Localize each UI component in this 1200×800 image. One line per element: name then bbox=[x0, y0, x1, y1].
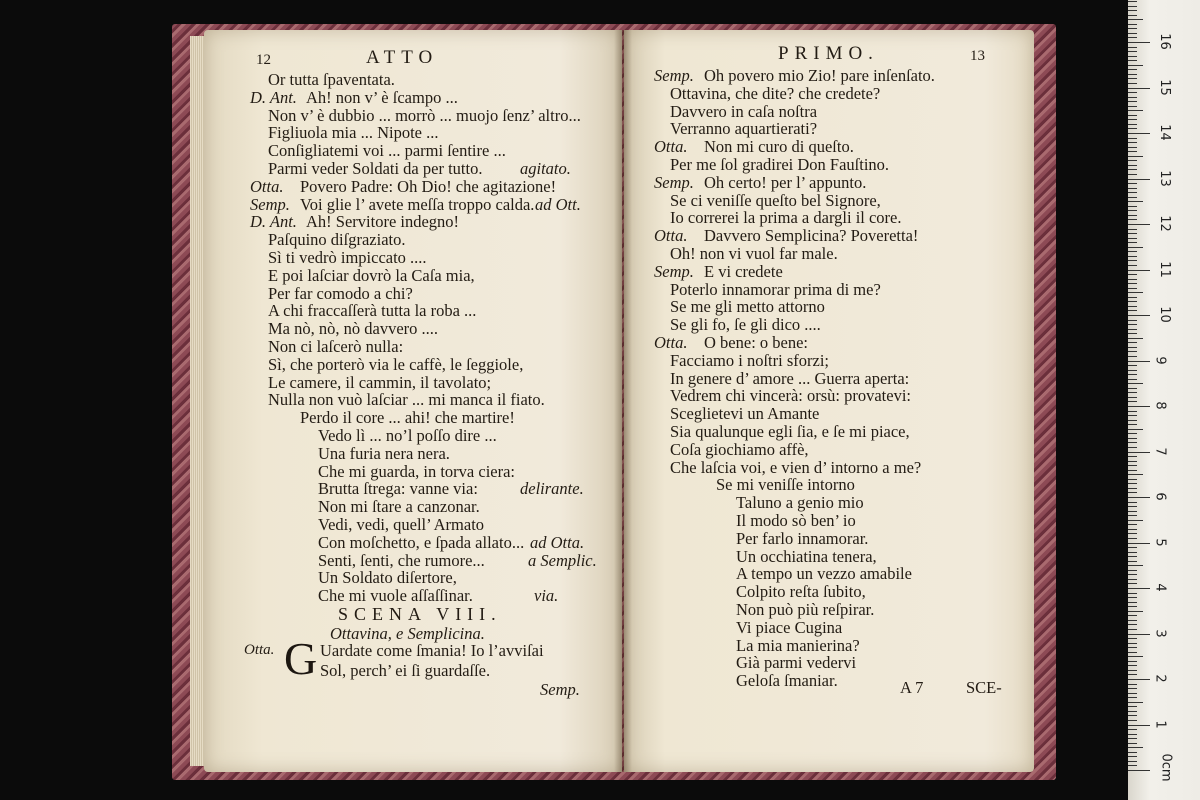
ruler-tick bbox=[1128, 74, 1137, 75]
ruler-tick bbox=[1128, 515, 1137, 516]
ruler-tick bbox=[1128, 506, 1137, 507]
verse-line: Se gli fo, ſe gli dico .... bbox=[670, 315, 821, 335]
ruler-tick bbox=[1128, 406, 1150, 407]
ruler-tick bbox=[1128, 351, 1137, 352]
ruler-tick bbox=[1128, 51, 1137, 52]
ruler-tick bbox=[1128, 310, 1137, 311]
ruler-tick bbox=[1128, 479, 1137, 480]
ruler-tick bbox=[1128, 24, 1137, 25]
ruler-tick bbox=[1128, 697, 1137, 698]
ruler-tick bbox=[1128, 279, 1137, 280]
verse-line: Sceglietevi un Amante bbox=[670, 404, 820, 424]
ruler-tick bbox=[1128, 397, 1137, 398]
ruler-tick bbox=[1128, 488, 1137, 489]
ruler-tick bbox=[1128, 288, 1137, 289]
speaker-label: Otta. bbox=[654, 333, 688, 352]
verse-line: Già parmi vedervi bbox=[736, 653, 857, 673]
ruler-tick bbox=[1128, 42, 1150, 43]
final-line-2: Sol, perch’ ei ſi guardaſſe. bbox=[320, 661, 491, 680]
ruler-number: 8 bbox=[1152, 401, 1168, 410]
ruler-tick bbox=[1128, 115, 1137, 116]
ruler-tick bbox=[1128, 447, 1137, 448]
verse-line: Vi piace Cugina bbox=[736, 617, 843, 637]
ruler-tick bbox=[1128, 565, 1143, 566]
ruler-number: 9 bbox=[1152, 355, 1168, 365]
ruler-tick bbox=[1128, 1, 1137, 2]
stage-direction: ad Ott. bbox=[535, 194, 581, 214]
verse-line: Vedi, vedi, quell’ Armato bbox=[318, 515, 485, 534]
ruler-tick bbox=[1128, 60, 1137, 61]
ruler-tick bbox=[1128, 28, 1137, 29]
ruler-tick bbox=[1128, 151, 1137, 152]
ruler-tick bbox=[1128, 329, 1137, 330]
verse-line: Con moſchetto, e ſpada allato... bbox=[318, 532, 525, 552]
ruler-tick bbox=[1128, 688, 1137, 689]
verse-line: Se me gli metto attorno bbox=[670, 297, 825, 317]
ruler-tick bbox=[1128, 215, 1137, 216]
ruler-tick bbox=[1128, 256, 1137, 257]
ruler-tick bbox=[1128, 670, 1137, 671]
ruler-tick bbox=[1128, 197, 1137, 198]
verse-line: Poterlo innamorar prima di me? bbox=[670, 279, 881, 299]
ruler-tick bbox=[1128, 174, 1137, 175]
verse-line: Nulla non vuò laſciar ... mi manca il fiato. bbox=[268, 390, 545, 410]
ruler-tick bbox=[1128, 156, 1143, 157]
ruler-tick bbox=[1128, 765, 1137, 766]
final-line-1: Uardate come ſmania! Io l’avviſai bbox=[320, 641, 544, 660]
verse-line: Davvero in caſa noſtra bbox=[670, 101, 818, 121]
speaker-label: Semp. bbox=[250, 194, 290, 214]
ruler-tick bbox=[1128, 524, 1137, 525]
ruler-tick bbox=[1128, 602, 1137, 603]
ruler-tick bbox=[1128, 424, 1137, 425]
verse-line: Figliuola mia ... Nipote ... bbox=[268, 123, 439, 143]
ruler-tick bbox=[1128, 101, 1137, 102]
ruler-tick bbox=[1128, 169, 1137, 170]
ruler-tick bbox=[1128, 715, 1137, 716]
verse-line: Che mi vuole aſſaſſinar. bbox=[318, 586, 473, 606]
verse-line: Se mi veniſſe intorno bbox=[716, 475, 855, 495]
ruler-tick bbox=[1128, 529, 1137, 530]
ruler-tick bbox=[1128, 684, 1137, 685]
ruler-tick bbox=[1128, 147, 1137, 148]
stage-direction: agitato. bbox=[520, 159, 571, 178]
ruler-tick bbox=[1128, 379, 1137, 380]
ruler-number: 14 bbox=[1156, 124, 1172, 141]
ruler-tick bbox=[1128, 743, 1137, 744]
verse-line: Oh certo! per l’ appunto. bbox=[704, 172, 867, 192]
ruler-tick bbox=[1128, 19, 1143, 20]
drop-cap: G bbox=[284, 633, 318, 684]
verse-line: Un Soldato diſertore, bbox=[318, 568, 457, 588]
ruler-tick bbox=[1128, 520, 1143, 521]
stage-direction: delirante. bbox=[520, 479, 584, 499]
ruler-tick bbox=[1128, 588, 1150, 589]
ruler-tick bbox=[1128, 474, 1143, 475]
verse-line: Voi glie l’ avete meſſa troppo calda. bbox=[300, 194, 535, 214]
ruler-tick bbox=[1128, 247, 1143, 248]
ruler-tick bbox=[1128, 665, 1137, 666]
ruler-tick bbox=[1128, 570, 1137, 571]
ruler-tick bbox=[1128, 725, 1150, 726]
ruler-tick bbox=[1128, 761, 1137, 762]
book-gutter bbox=[614, 30, 632, 772]
ruler-tick bbox=[1128, 110, 1143, 111]
ruler-tick bbox=[1128, 370, 1137, 371]
ruler-tick bbox=[1128, 270, 1150, 271]
ruler-tick bbox=[1128, 119, 1137, 120]
ruler-tick bbox=[1128, 347, 1137, 348]
verse-line: Davvero Semplicina? Poveretta! bbox=[704, 226, 919, 246]
ruler-tick bbox=[1128, 356, 1137, 357]
ruler-tick bbox=[1128, 56, 1137, 57]
ruler-number: 1 bbox=[1152, 719, 1168, 729]
verse-line: E poi laſciar dovrò la Caſa mia, bbox=[268, 265, 475, 285]
ruler-tick bbox=[1128, 511, 1137, 512]
ruler-number: 11 bbox=[1156, 260, 1172, 278]
ruler-tick bbox=[1128, 292, 1143, 293]
page-number-right: 13 bbox=[970, 48, 985, 64]
ruler-tick bbox=[1128, 219, 1137, 220]
ruler-tick bbox=[1128, 201, 1143, 202]
ruler-tick bbox=[1128, 442, 1137, 443]
ruler-tick bbox=[1128, 92, 1137, 93]
ruler-tick bbox=[1128, 465, 1137, 466]
verse-line: O bene: o bene: bbox=[704, 333, 809, 352]
ruler-tick bbox=[1128, 306, 1137, 307]
ruler-tick bbox=[1128, 233, 1137, 234]
ruler-number: 3 bbox=[1152, 628, 1168, 638]
ruler-tick bbox=[1128, 411, 1137, 412]
ruler-tick bbox=[1128, 183, 1137, 184]
verse-line: Sia qualunque egli ſia, e ſe mi piace, bbox=[670, 422, 910, 441]
ruler-tick bbox=[1128, 492, 1137, 493]
ruler-tick bbox=[1128, 729, 1137, 730]
ruler-number: 10 bbox=[1156, 306, 1172, 323]
ruler-tick bbox=[1128, 415, 1137, 416]
catchword-right: SCE- bbox=[966, 678, 1002, 697]
ruler-tick bbox=[1128, 429, 1143, 430]
ruler-tick bbox=[1128, 210, 1137, 211]
speaker-label: Semp. bbox=[654, 261, 694, 281]
ruler-unit-label: 0cm bbox=[1158, 753, 1174, 782]
ruler-tick bbox=[1128, 747, 1143, 748]
stage-direction: via. bbox=[534, 586, 559, 606]
ruler-tick bbox=[1128, 606, 1137, 607]
ruler-tick bbox=[1128, 629, 1137, 630]
verse-line: Non mi ſtare a canzonar. bbox=[318, 497, 480, 517]
ruler-tick bbox=[1128, 78, 1137, 79]
ruler-tick bbox=[1128, 579, 1137, 580]
ruler-tick bbox=[1128, 6, 1137, 7]
ruler-tick bbox=[1128, 624, 1137, 625]
verse-line: Povero Padre: Oh Dio! che agitazione! bbox=[300, 176, 557, 196]
ruler-tick bbox=[1128, 611, 1143, 612]
verse-line: Vedrem chi vincerà: orsù: provatevi: bbox=[670, 386, 911, 406]
ruler-tick bbox=[1128, 574, 1137, 575]
ruler-tick bbox=[1128, 556, 1137, 557]
ruler-tick bbox=[1128, 552, 1137, 553]
ruler-tick bbox=[1128, 37, 1137, 38]
verse-line: Ah! Servitore indegno! bbox=[306, 212, 460, 232]
ruler-tick bbox=[1128, 388, 1137, 389]
ruler-tick bbox=[1128, 324, 1137, 325]
ruler-number: 13 bbox=[1156, 169, 1172, 187]
ruler-tick bbox=[1128, 179, 1150, 180]
ruler-tick bbox=[1128, 452, 1150, 453]
ruler-tick bbox=[1128, 456, 1137, 457]
ruler-tick bbox=[1128, 238, 1137, 239]
ruler-number: 5 bbox=[1152, 537, 1168, 547]
ruler-tick bbox=[1128, 401, 1137, 402]
ruler-tick bbox=[1128, 192, 1137, 193]
ruler-tick bbox=[1128, 420, 1137, 421]
ruler-tick bbox=[1128, 634, 1150, 635]
ruler-tick bbox=[1128, 543, 1150, 544]
running-head-left: ATTO bbox=[366, 47, 439, 68]
ruler-tick bbox=[1128, 165, 1137, 166]
ruler-tick bbox=[1128, 738, 1137, 739]
ruler-tick bbox=[1128, 597, 1137, 598]
verse-line: Non può più reſpirar. bbox=[736, 600, 875, 619]
ruler-tick bbox=[1128, 502, 1137, 503]
verse-line: Ah! non v’ è ſcampo ... bbox=[306, 87, 458, 107]
ruler-tick bbox=[1128, 88, 1150, 89]
ruler-tick bbox=[1128, 674, 1137, 675]
ruler-tick bbox=[1128, 142, 1137, 143]
ruler-tick bbox=[1128, 656, 1143, 657]
ruler-tick bbox=[1128, 711, 1137, 712]
ruler-tick bbox=[1128, 770, 1150, 771]
ruler-tick bbox=[1128, 756, 1137, 757]
ruler-tick bbox=[1128, 547, 1137, 548]
ruler-tick bbox=[1128, 242, 1137, 243]
ruler-number: 7 bbox=[1152, 446, 1168, 456]
ruler-tick bbox=[1128, 483, 1137, 484]
ruler-tick bbox=[1128, 720, 1137, 721]
ruler-tick bbox=[1128, 333, 1137, 334]
ruler-tick bbox=[1128, 133, 1150, 134]
verse-line: Or tutta ſpaventata. bbox=[268, 70, 395, 89]
ruler-tick bbox=[1128, 33, 1137, 34]
speaker-label: Otta. bbox=[654, 226, 688, 246]
ruler-tick bbox=[1128, 561, 1137, 562]
ruler-tick bbox=[1128, 361, 1150, 362]
ruler-tick bbox=[1128, 128, 1137, 129]
running-head-right: PRIMO. bbox=[778, 43, 879, 64]
ruler-number: 15 bbox=[1156, 78, 1172, 96]
ruler-number: 4 bbox=[1152, 583, 1168, 592]
ruler-tick bbox=[1128, 188, 1137, 189]
ruler-tick bbox=[1128, 470, 1137, 471]
ruler-tick bbox=[1128, 661, 1137, 662]
verse-line: In genere d’ amore ... Guerra aperta: bbox=[670, 368, 910, 388]
ruler-tick bbox=[1128, 383, 1143, 384]
scene-characters: Ottavina, e Semplicina. bbox=[330, 624, 485, 643]
verse-line: Taluno a genio mio bbox=[736, 493, 864, 513]
verse-line: Che mi guarda, in torva ciera: bbox=[318, 461, 516, 481]
verse-line: A chi fraccaſſerà tutta la roba ... bbox=[268, 301, 477, 321]
ruler-tick bbox=[1128, 461, 1137, 462]
ruler-tick bbox=[1128, 15, 1137, 16]
ruler-tick bbox=[1128, 320, 1137, 321]
ruler-tick bbox=[1128, 533, 1137, 534]
ruler-tick bbox=[1128, 315, 1150, 316]
ruler-tick bbox=[1128, 97, 1137, 98]
verse-line: Un occhiatina tenera, bbox=[736, 546, 877, 566]
verse-line: Io correrei la prima a dargli il core. bbox=[670, 208, 902, 228]
verse-line: Colpito reſta ſubito, bbox=[736, 582, 866, 602]
ruler-tick bbox=[1128, 497, 1150, 498]
verse-line: Le camere, il cammin, il tavolato; bbox=[268, 372, 492, 392]
ruler-tick bbox=[1128, 643, 1137, 644]
verse-line: Coſa giochiamo affè, bbox=[670, 439, 809, 459]
ruler-tick bbox=[1128, 138, 1137, 139]
ruler-tick bbox=[1128, 652, 1137, 653]
ruler-tick bbox=[1128, 106, 1137, 107]
ruler-tick bbox=[1128, 69, 1137, 70]
verse-line: Se ci veniſſe queſto bel Signore, bbox=[670, 190, 881, 210]
ruler-tick bbox=[1128, 433, 1137, 434]
verse-line: Per me ſol gradirei Don Fauſtino. bbox=[670, 155, 890, 174]
verse-line: Sì ti vedrò impiccato .... bbox=[268, 248, 427, 267]
ruler-number: 2 bbox=[1152, 674, 1168, 683]
ruler-tick bbox=[1128, 392, 1137, 393]
ruler-tick bbox=[1128, 342, 1137, 343]
ruler-number: 12 bbox=[1156, 215, 1172, 232]
ruler-tick bbox=[1128, 374, 1137, 375]
verse-line: Sì, che porterò via le caffè, le ſeggiole, bbox=[268, 354, 524, 374]
ruler-tick bbox=[1128, 229, 1137, 230]
speaker-label: Otta. bbox=[244, 642, 275, 658]
ruler-tick bbox=[1128, 538, 1137, 539]
verse-line: Oh povero mio Zio! pare inſenſato. bbox=[704, 66, 935, 85]
verse-line: Parmi veder Soldati da per tutto. bbox=[268, 159, 483, 178]
ruler-tick bbox=[1128, 265, 1137, 266]
ruler-tick bbox=[1128, 251, 1137, 252]
ruler-tick bbox=[1128, 160, 1137, 161]
page-number-left: 12 bbox=[256, 52, 271, 68]
ruler-tick bbox=[1128, 283, 1137, 284]
verse-line: E vi credete bbox=[704, 261, 783, 281]
ruler-tick bbox=[1128, 65, 1143, 66]
ruler-tick bbox=[1128, 297, 1137, 298]
verse-line: Conſigliatemi voi ... parmi ſentire ... bbox=[268, 141, 506, 161]
speaker-label: Semp. bbox=[654, 172, 694, 192]
verse-line: Verranno aquartierati? bbox=[670, 119, 818, 139]
verse-line: Perdo il core ... ahi! che martire! bbox=[300, 408, 515, 428]
verse-line: Una furia nera nera. bbox=[318, 443, 450, 463]
ruler-tick bbox=[1128, 83, 1137, 84]
ruler-tick bbox=[1128, 365, 1137, 366]
verse-line: Ottavina, che dite? che credete? bbox=[670, 83, 881, 103]
verse-line: Oh! non vi vuol far male. bbox=[670, 244, 838, 263]
verse-line: Non mi curo di queſto. bbox=[704, 137, 854, 157]
verse-line: Paſquino diſgraziato. bbox=[268, 230, 406, 250]
catchword-left: Semp. bbox=[540, 680, 580, 699]
verse-line: Per far comodo a chi? bbox=[268, 283, 413, 303]
ruler-number: 6 bbox=[1152, 492, 1168, 501]
verse-line: Per farlo innamorar. bbox=[736, 528, 869, 548]
verse-line: Brutta ſtrega: vanne via: bbox=[318, 479, 478, 499]
ruler-number: 16 bbox=[1156, 33, 1172, 50]
stage-direction: ad Otta. bbox=[530, 532, 585, 552]
speaker-label: Otta. bbox=[654, 137, 688, 157]
speaker-label: D. Ant. bbox=[250, 87, 297, 107]
stage-direction: a Semplic. bbox=[528, 550, 597, 570]
ruler-tick bbox=[1128, 438, 1137, 439]
ruler-tick bbox=[1128, 693, 1137, 694]
verse-line: Vedo lì ... no’l poſſo dire ... bbox=[318, 426, 497, 445]
ruler-tick bbox=[1128, 679, 1150, 680]
scene-heading: SCENA VIII. bbox=[338, 604, 502, 624]
ruler-tick bbox=[1128, 647, 1137, 648]
verse-line: Non v’ è dubbio ... morrò ... muojo ſenz’ altro... bbox=[268, 105, 581, 125]
ruler-tick bbox=[1128, 593, 1137, 594]
verse-line: La mia manierina? bbox=[736, 635, 860, 655]
ruler-tick bbox=[1128, 224, 1150, 225]
verse-line: A tempo un vezzo amabile bbox=[736, 564, 912, 584]
ruler-tick bbox=[1128, 47, 1137, 48]
ruler-tick bbox=[1128, 206, 1137, 207]
ruler-tick bbox=[1128, 638, 1137, 639]
ruler-tick bbox=[1128, 752, 1137, 753]
ruler-tick bbox=[1128, 260, 1137, 261]
ruler-tick bbox=[1128, 10, 1137, 11]
verse-line: Ma nò, nò, nò davvero .... bbox=[268, 319, 439, 339]
ruler-tick bbox=[1128, 583, 1137, 584]
verse-line: Senti, ſenti, che rumore... bbox=[318, 550, 485, 570]
verse-line: Geloſa ſmaniar. bbox=[736, 671, 838, 691]
ruler-tick bbox=[1128, 706, 1137, 707]
ruler-tick bbox=[1128, 301, 1137, 302]
ruler-tick bbox=[1128, 702, 1143, 703]
verse-line: Che laſcia voi, e vien d’ intorno a me? bbox=[670, 457, 922, 477]
verse-line: Il modo sò ben’ io bbox=[736, 511, 856, 530]
ruler-tick bbox=[1128, 274, 1137, 275]
ruler-tick bbox=[1128, 615, 1137, 616]
signature-mark: A 7 bbox=[900, 678, 924, 697]
ruler-tick bbox=[1128, 338, 1143, 339]
speaker-label: Semp. bbox=[654, 66, 694, 85]
speaker-label: D. Ant. bbox=[250, 212, 297, 232]
verse-line: Facciamo i noſtri sforzi; bbox=[670, 350, 829, 370]
ruler-tick bbox=[1128, 620, 1137, 621]
ruler-tick bbox=[1128, 124, 1137, 125]
speaker-label: Otta. bbox=[250, 176, 284, 196]
ruler-tick bbox=[1128, 734, 1137, 735]
verse-line: Non ci laſcerò nulla: bbox=[268, 337, 404, 356]
